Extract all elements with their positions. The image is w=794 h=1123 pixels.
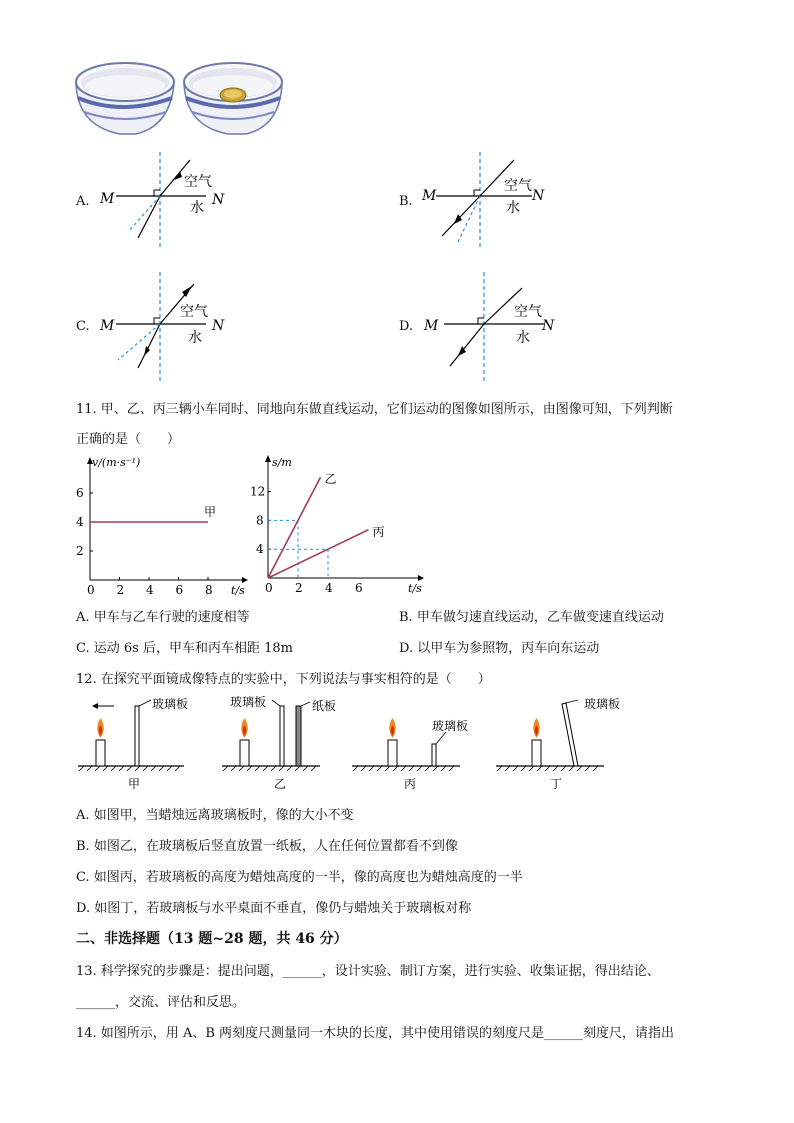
s-ytick-label: 8 xyxy=(256,513,264,528)
label-air: 空气 xyxy=(180,304,208,320)
bowls-illustration xyxy=(70,58,290,140)
yi-glass-label: 玻璃板 xyxy=(230,695,267,709)
empty-bowl xyxy=(76,63,174,134)
option-c-diagram xyxy=(94,270,234,385)
label-m: M xyxy=(424,318,439,334)
option-a-diagram xyxy=(94,150,234,250)
s-graph-xlabel: t/s xyxy=(408,582,422,595)
jia-glass-label: 玻璃板 xyxy=(152,697,189,711)
series-bing-line xyxy=(268,530,369,578)
s-ytick-label: 4 xyxy=(256,542,264,557)
ding-caption: 丁 xyxy=(550,777,563,791)
label-water: 水 xyxy=(506,200,520,216)
q12-stem: 12. 在探究平面镜成像特点的实验中，下列说法与事实相符的是（ ） xyxy=(76,672,491,687)
v-xtick-label: 2 xyxy=(116,583,125,597)
option-d-label[interactable]: D. xyxy=(399,319,414,334)
option-b-diagram xyxy=(414,150,564,250)
option-d-diagram xyxy=(414,270,564,385)
label-n: N xyxy=(532,188,545,204)
s-xtick-label: 6 xyxy=(355,581,363,595)
jia-caption: 甲 xyxy=(128,777,141,791)
s-xtick-label: 2 xyxy=(295,581,303,595)
v-xtick-label: 4 xyxy=(146,583,154,597)
mirror-experiment-figures xyxy=(76,692,621,794)
figure-jia xyxy=(78,696,188,791)
series-yi-label: 乙 xyxy=(324,472,337,487)
v-graph-xlabel: t/s xyxy=(231,584,245,597)
velocity-time-graph xyxy=(70,452,250,600)
v-xtick-label: 8 xyxy=(205,583,213,597)
yi-caption: 乙 xyxy=(274,777,287,791)
distance-time-graph xyxy=(248,452,428,600)
figure-yi xyxy=(222,694,336,791)
label-air: 空气 xyxy=(184,174,212,190)
option-c-label[interactable]: C. xyxy=(76,319,90,334)
v-ytick-label: 4 xyxy=(76,515,84,529)
q13-line2: ______，交流、评估和反思。 xyxy=(76,995,246,1010)
q11-stem-line2: 正确的是（ ） xyxy=(76,432,181,447)
label-n: N xyxy=(542,318,555,334)
label-water: 水 xyxy=(516,330,530,346)
q14-line1: 14. 如图所示，用 A、B 两刻度尺测量同一木块的长度，其中使用错误的刻度尺是______刻度尺，请指出 xyxy=(76,1026,675,1041)
ding-glass-label: 玻璃板 xyxy=(584,697,621,711)
label-n: N xyxy=(212,192,225,208)
q11-option-d[interactable]: D. 以甲车为参照物，丙车向东运动 xyxy=(399,641,600,656)
label-air: 空气 xyxy=(504,178,532,194)
series-yi-line xyxy=(268,477,321,578)
series-bing-label: 丙 xyxy=(372,524,385,539)
bing-caption: 丙 xyxy=(404,777,417,791)
q11-option-a[interactable]: A. 甲车与乙车行驶的速度相等 xyxy=(76,610,250,625)
option-b-label[interactable]: B. xyxy=(399,194,413,209)
s-xtick-label: 0 xyxy=(265,581,273,595)
series-jia-label: 甲 xyxy=(204,505,217,519)
q12-option-b[interactable]: B. 如图乙，在玻璃板后竖直放置一纸板，人在任何位置都看不到像 xyxy=(76,839,458,854)
q12-option-d[interactable]: D. 如图丁，若玻璃板与水平桌面不垂直，像仍与蜡烛关于玻璃板对称 xyxy=(76,901,472,916)
q12-option-c[interactable]: C. 如图丙，若玻璃板的高度为蜡烛高度的一半，像的高度也为蜡烛高度的一半 xyxy=(76,870,523,885)
v-ytick-label: 6 xyxy=(76,486,84,500)
label-m: M xyxy=(422,188,437,204)
label-water: 水 xyxy=(190,200,204,216)
label-m: M xyxy=(100,318,115,334)
v-xtick-label: 0 xyxy=(87,583,95,597)
yi-paper-label: 纸板 xyxy=(312,699,337,713)
v-ytick-label: 2 xyxy=(76,544,84,558)
option-a-label[interactable]: A. xyxy=(76,194,90,209)
figure-bing xyxy=(352,718,468,791)
v-xtick-label: 6 xyxy=(175,583,184,597)
section-2-heading: 二、非选择题（13 题~28 题，共 46 分） xyxy=(76,931,348,947)
s-xtick-label: 4 xyxy=(325,581,333,595)
label-m: M xyxy=(100,191,115,207)
label-n: N xyxy=(212,318,225,334)
v-graph-ylabel: v/(m·s⁻¹) xyxy=(92,456,141,469)
figure-ding xyxy=(496,696,620,791)
q12-option-a[interactable]: A. 如图甲，当蜡烛远离玻璃板时，像的大小不变 xyxy=(76,808,354,823)
q13-line1: 13. 科学探究的步骤是：提出问题，______，设计实验、制订方案，进行实验、收集证据，得出结论、 xyxy=(76,964,660,979)
s-ytick-label: 12 xyxy=(250,484,266,499)
q11-option-c[interactable]: C. 运动 6s 后，甲车和丙车相距 18m xyxy=(76,641,293,656)
q11-option-b[interactable]: B. 甲车做匀速直线运动，乙车做变速直线运动 xyxy=(399,610,664,625)
s-graph-ylabel: s/m xyxy=(272,456,292,469)
label-water: 水 xyxy=(188,330,202,346)
bowl-with-coin xyxy=(184,63,282,134)
q11-stem-line1: 11. 甲、乙、丙三辆小车同时、同地向东做直线运动，它们运动的图像如图所示，由图像可知，下列判断 xyxy=(76,402,673,417)
label-air: 空气 xyxy=(514,304,542,320)
bing-glass-label: 玻璃板 xyxy=(432,719,469,733)
